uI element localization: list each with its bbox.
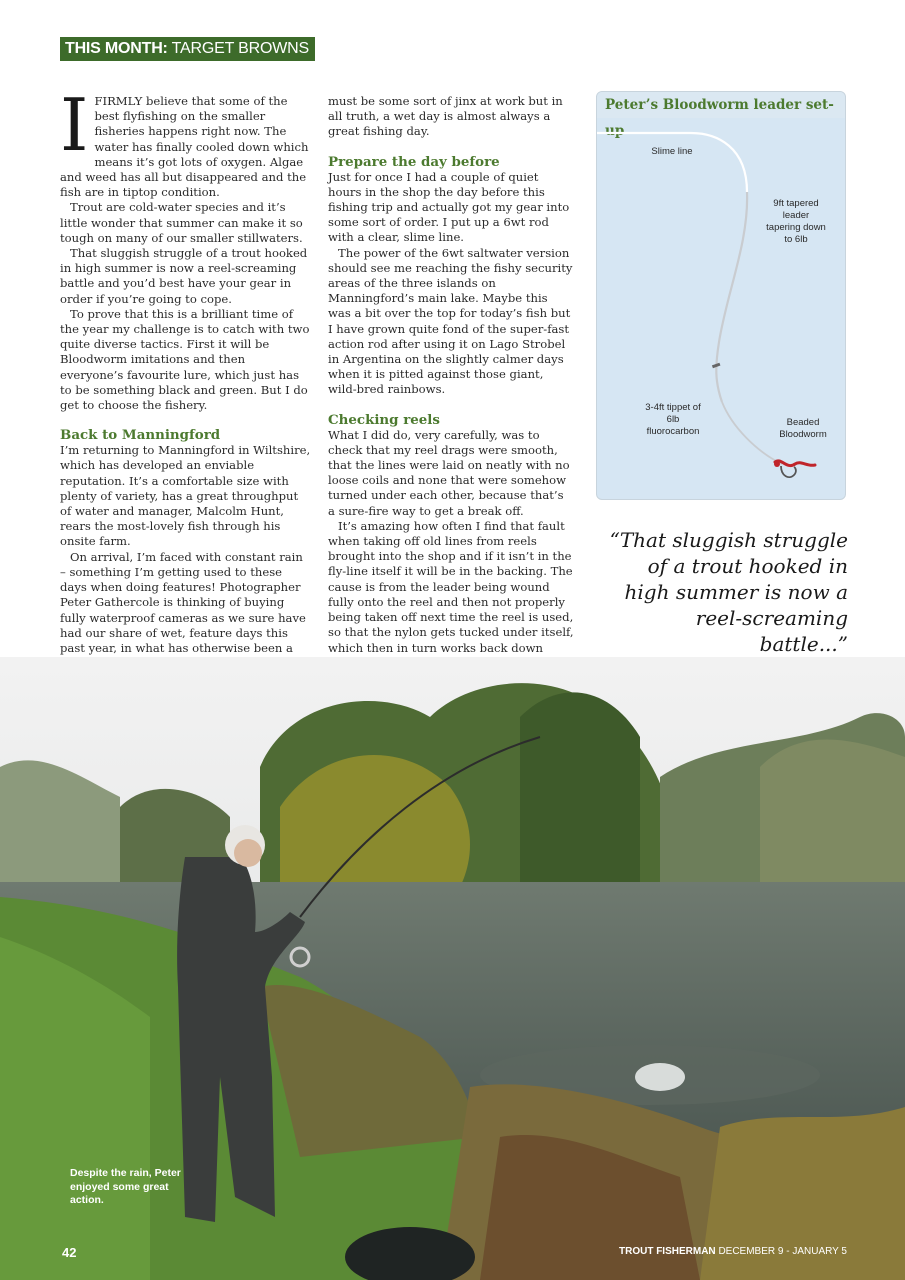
paragraph	[328, 519, 574, 671]
fishing-photo	[0, 657, 905, 1280]
photo-caption: Despite the rain, Peter enjoyed some great action.	[70, 1167, 181, 1206]
label-slime-line: Slime line	[651, 146, 693, 157]
paragraph: To prove that this is a brilliant time of the year my challenge is to catch with two quite diverse tactics. First it will be Bloodworm imitations and then everyone’s favourite lure, which just has to be something black and green. But I do get to choose the fishery.	[60, 306, 310, 413]
drop-cap: I	[60, 83, 89, 167]
paragraph: On arrival, I’m faced with constant rain – something I’m getting used to these days when doing features! Photographer Peter Gathercole is thinking of buying fully waterproof cameras as we sure have had our share of wet, feature days this past year, in what has otherwise been a	[60, 549, 306, 655]
paragraph: That sluggish struggle of a trout hooked in high summer is now a reel-screaming battle and you’d best have your gear in order if you’re going to cope.	[60, 246, 308, 306]
label-bloodworm: Beaded Bloodworm	[779, 417, 827, 440]
leader-diagram	[596, 91, 846, 500]
issue-dates: DECEMBER 9 - JANUARY 5	[718, 1246, 847, 1257]
leader-line	[716, 192, 747, 402]
subheading: Back to Manningford	[60, 427, 221, 444]
pull-quote: “That sluggish struggle of a trout hooked in high summer is now a reel-screaming battle...”	[609, 528, 848, 656]
section-tag-title: TARGET BROWNS	[171, 40, 309, 57]
slime-line	[597, 133, 747, 192]
subheading: Checking reels	[328, 411, 440, 428]
article-column-2	[328, 94, 574, 671]
paragraph: The power of the 6wt saltwater version should see me reaching the fishy security areas of the three islands on Manningford’s main lake. Maybe this was a bit over the top for today’s fish but I have grown quite fond of the super-fast action rod after using it on Lago Strobel in Argentina on the slightly calmer days when it is pitted against those giant, wild-bred rainbows.	[328, 245, 573, 397]
page-number: 42	[62, 1245, 77, 1260]
magazine-footer	[619, 1246, 847, 1257]
label-tippet: 3-4ft tippet of 6lb fluorocarbon	[645, 402, 701, 437]
hook-icon	[781, 466, 796, 477]
magazine-name: TROUT FISHERMAN	[618, 1246, 716, 1257]
bloodworm-icon	[775, 461, 815, 466]
label-leader: 9ft tapered leader tapering down to 6lb	[766, 198, 826, 245]
paragraph: I’m returning to Manningford in Wiltshire, which has developed an enviable reputation. It’s a comfortable size with plenty of variety, has a great throughput of water and manager, Malcolm Hunt, rears the most-lovely fish through his onsite farm.	[60, 443, 311, 549]
bead	[774, 461, 780, 467]
section-tag	[60, 37, 315, 61]
subheading: Prepare the day before	[328, 153, 500, 170]
diagram-title: Peter’s Bloodworm leader set-up	[597, 92, 845, 118]
paragraph: Just for once I had a couple of quiet hours in the shop the day before this fishing trip and actually got my gear into some sort of order. I put up a 6wt rod with a clear, slime line.	[328, 169, 570, 245]
section-tag-bold: THIS MONTH:	[65, 40, 168, 57]
paragraph: must be some sort of jinx at work but in all truth, a wet day is almost always a great fishing day.	[328, 94, 563, 139]
paragraph: FIRMLY believe that some of the best flyfishing on the smaller fisheries happens right now. The water has finally cooled down which means it’s got lots of oxygen. Algae and weed has all but disappeared and the fish are in tiptop condition.	[60, 94, 309, 200]
article-column-1	[60, 83, 312, 671]
paragraph: What I did do, very carefully, was to check that my reel drags were smooth, that the lines were laid on neatly with no loose coils and none that were somehow turned under each other, because that’s a sure-fire way to get a break off.	[328, 427, 570, 518]
paragraph-text: It’s amazing how often I find that fault when taking off old lines from reels brought into the shop and if it isn’t in the fly-line itself it will be in the backing. The cause is from the leader being wound fully onto the reel and then not properly being taken off next time the reel is used, so that the nylon gets tucked under itself, which then in turn works back down	[328, 518, 574, 655]
paragraph: Trout are cold-water species and it’s little wonder that summer can make it so tough on many of our smaller stillwaters.	[60, 200, 303, 245]
